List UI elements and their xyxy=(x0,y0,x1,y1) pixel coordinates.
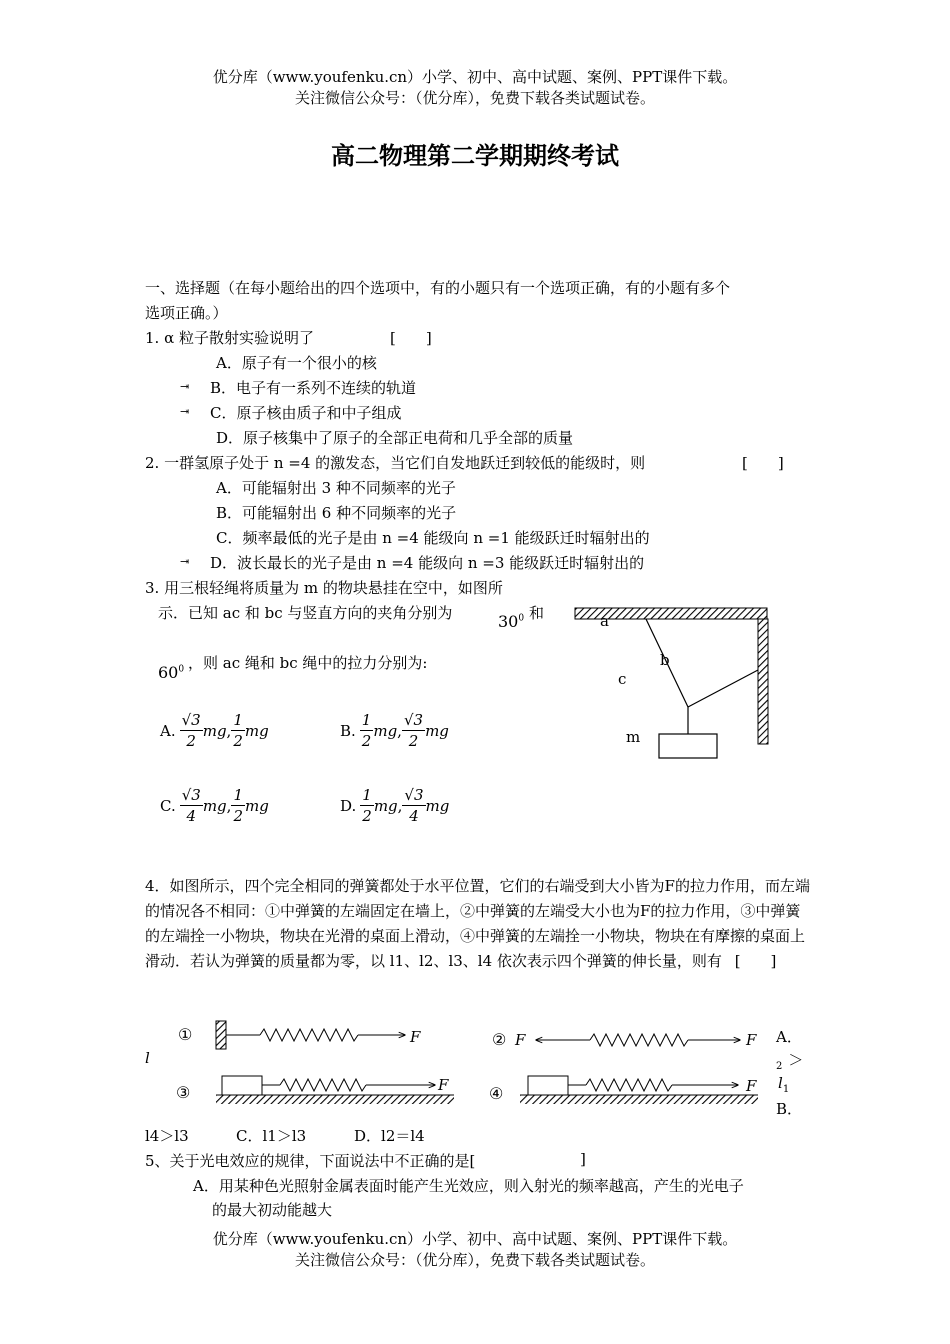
q5-bracket-close: ] xyxy=(580,1150,586,1168)
q2-option-c: C．频率最低的光子是由 n =4 能级向 n =1 能级跃迁时辐射出的 xyxy=(216,529,650,547)
fig-force-3: F xyxy=(438,1076,449,1094)
fig-force-4: F xyxy=(746,1077,757,1095)
q3-option-d: D. $\frac{1}{2}$ mg , $\frac{√3}{4}$ mg xyxy=(340,786,450,825)
footer-line-2: 关注微信公众号：（优分库），免费下载各类试题试卷。 xyxy=(294,1251,655,1269)
table-3 xyxy=(216,1095,454,1104)
q4-option-c: C．l1＞l3 xyxy=(236,1127,307,1145)
q4-option-b: l4＞l3 xyxy=(145,1127,189,1145)
q1-option-d: D．原子核集中了原子的全部正电荷和几乎全部的质量 xyxy=(216,429,574,447)
section-heading-line-1: 一、选择题（在每小题给出的四个选项中，有的小题只有一个选项正确，有的小题有多个 xyxy=(145,279,731,297)
fig-force-1: F xyxy=(410,1028,421,1046)
fig-force-2-left: F xyxy=(515,1031,526,1049)
q3-line-3: ，则 ac 绳和 bc 绳中的拉力分别为: xyxy=(188,654,428,672)
fig-force-2-right: F xyxy=(746,1031,757,1049)
q5-option-a-line-1: A．用某种色光照射金属表面时能产生光效应，则入射光的频率越高，产生的光电子 xyxy=(193,1177,744,1195)
spring-4 xyxy=(586,1079,672,1091)
q4-figure xyxy=(140,1015,800,1115)
q3-line-1: 3. 用三根轻绳将质量为 m 的物块悬挂在空中，如图所 xyxy=(145,579,503,597)
q4-text: 4．如图所示，四个完全相同的弹簧都处于水平位置，它们的右端受到大小皆为F的拉力作用，而左端的情况各不相同：①中弹簧的左端固定在墙上，②中弹簧的左端受大小也为F的拉力作用，③中弹簧的左端拴一小物块，物块在光滑的桌面上滑动，④中弹簧的左端拴一小物块，物块在有摩擦的桌面上滑动．若认为弹簧的质量都为零，以 l1、l2、l3、l4 依次表示四个弹簧的伸长量，则有 [ ] xyxy=(145,877,810,970)
fig-label-3: ③ xyxy=(176,1083,191,1102)
header-line-1: 优分库（www.youfenku.cn）小学、初中、高中试题、案例、PPT课件下载。 xyxy=(212,68,738,86)
q4-option-a-label: A． xyxy=(776,1028,802,1046)
q3-option-c: C. $\frac{√3}{4}$ mg , $\frac{1}{2}$ mg xyxy=(160,786,269,825)
q3-angle-30: $30^0$ xyxy=(498,612,525,631)
spring-2 xyxy=(590,1034,688,1046)
q2-bracket: [ ] xyxy=(742,454,784,472)
q4-option-a-left: l xyxy=(145,1049,150,1067)
label-c: c xyxy=(618,670,627,688)
q1-option-a: A．原子有一个很小的核 xyxy=(216,354,377,372)
marker-icon: ⇥ xyxy=(180,380,190,393)
q3-and: 和 xyxy=(529,604,545,622)
q4-option-d: D．l2＝l4 xyxy=(354,1127,425,1145)
q2-option-a: A．可能辐射出 3 种不同频率的光子 xyxy=(216,479,456,497)
wall xyxy=(758,619,768,744)
block-3 xyxy=(222,1076,262,1095)
q4-option-b-label: B． xyxy=(776,1100,803,1118)
spring-3 xyxy=(280,1079,366,1091)
footer-line-1: 优分库（www.youfenku.cn）小学、初中、高中试题、案例、PPT课件下载。 xyxy=(212,1230,738,1248)
header-line-2: 关注微信公众号：（优分库），免费下载各类试题试卷。 xyxy=(294,89,655,107)
q3-angle-60: $60^0$ xyxy=(158,663,185,682)
wall-1 xyxy=(216,1021,226,1049)
page-title: 高二物理第二学期期终考试 xyxy=(331,141,619,170)
q5-stem: 5、关于光电效应的规律，下面说法中不正确的是[ xyxy=(145,1152,476,1170)
block-4 xyxy=(528,1076,568,1095)
fig-label-2: ② xyxy=(492,1030,507,1049)
q2-option-b: B．可能辐射出 6 种不同频率的光子 xyxy=(216,504,457,522)
label-m: m xyxy=(626,728,641,746)
q1-stem: 1. α 粒子散射实验说明了 xyxy=(145,329,314,347)
q3-option-b: B. $\frac{1}{2}$ mg , $\frac{√3}{2}$ mg xyxy=(340,711,449,750)
spring-1 xyxy=(260,1029,358,1041)
q1-option-c: C．原子核由质子和中子组成 xyxy=(210,404,402,422)
marker-icon: ⇥ xyxy=(180,405,190,418)
table-4 xyxy=(520,1095,758,1104)
q1-bracket: [ ] xyxy=(390,329,432,347)
section-heading-line-2: 选项正确。） xyxy=(145,304,228,322)
label-b: b xyxy=(660,651,670,669)
label-a: a xyxy=(600,612,609,630)
rope-bc xyxy=(688,670,758,707)
q4-option-a-l1: $l_1$ xyxy=(778,1074,790,1095)
q4-option-a-rel: $_2$ ＞ xyxy=(776,1051,804,1072)
q3-option-a: A. $\frac{√3}{2}$ mg , $\frac{1}{2}$ mg xyxy=(160,711,269,750)
q3-line-2: 示．已知 ac 和 bc 与竖直方向的夹角分别为 xyxy=(158,604,453,622)
q1-option-b: B．电子有一系列不连续的轨道 xyxy=(210,379,417,397)
q2-stem: 2. 一群氢原子处于 n =4 的激发态，当它们自发地跃迁到较低的能级时，则 xyxy=(145,454,646,472)
q5-option-a-line-2: 的最大初动能越大 xyxy=(212,1201,333,1219)
marker-icon: ⇥ xyxy=(180,555,190,568)
mass-block xyxy=(659,734,717,758)
fig-label-4: ④ xyxy=(489,1084,504,1103)
q2-option-d: D．波长最长的光子是由 n =4 能级向 n =3 能级跃迁时辐射出的 xyxy=(210,554,645,572)
fig-label-1: ① xyxy=(178,1025,193,1044)
